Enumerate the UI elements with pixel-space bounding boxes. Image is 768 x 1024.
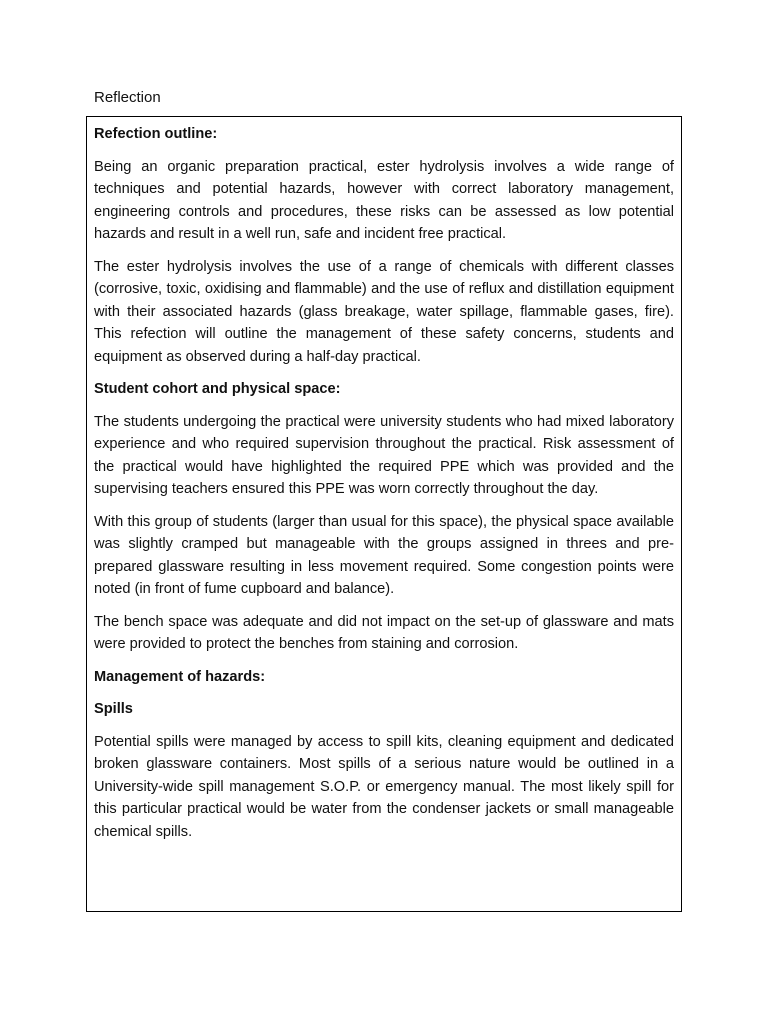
cohort-heading: Student cohort and physical space: [94,381,341,397]
outline-heading: Refection outline: [94,126,218,142]
hazards-heading: Management of hazards: [94,668,266,685]
cohort-paragraph-3: The bench space was adequate and did not impact on the set-up of glassware and mats were provided to protect the benches from staining and corrosion. [94,613,674,652]
spills-heading: Spills [94,701,133,717]
outline-paragraph-1: Being an organic preparation practical, ester hydrolysis involves a wide range of techniques and potential hazards, however with correct laboratory management, engineering controls and procedures, these risks can be assessed as low potential hazards and result in a well run, safe and incident free practical. [94,158,674,242]
page-title: Reflection [94,89,161,106]
cohort-paragraph-1: The students undergoing the practical were university students who had mixed laboratory experience and who required supervision throughout the practical. Risk assessment of the practical would have highlighted the required PPE which was provided and the supervising teachers ensured this PPE was worn correctly throughout the day. [94,413,674,497]
cohort-paragraph-2: With this group of students (larger than usual for this space), the physical space available was slightly cramped but manageable with the groups assigned in threes and pre-prepared glassware resulting in less movement required. Some congestion points were noted (in front of fume cupboard and balance). [94,513,674,597]
reflection-box [86,116,682,912]
outline-paragraph-2: The ester hydrolysis involves the use of a range of chemicals with different classes (corrosive, toxic, oxidising and flammable) and the use of reflux and distillation equipment with their associated hazards (glass breakage, water spillage, flammable gases, fire). This refection will outline the management of these safety concerns, students and equipment as observed during a half-day practical. [94,258,674,365]
spills-paragraph-1: Potential spills were managed by access to spill kits, cleaning equipment and dedicated broken glassware containers. Most spills of a serious nature would be outlined in a University-wide spill management S.O.P. or emergency manual. The most likely spill for this particular practical would be water from the condenser jackets or small manageable chemical spills. [94,733,674,840]
